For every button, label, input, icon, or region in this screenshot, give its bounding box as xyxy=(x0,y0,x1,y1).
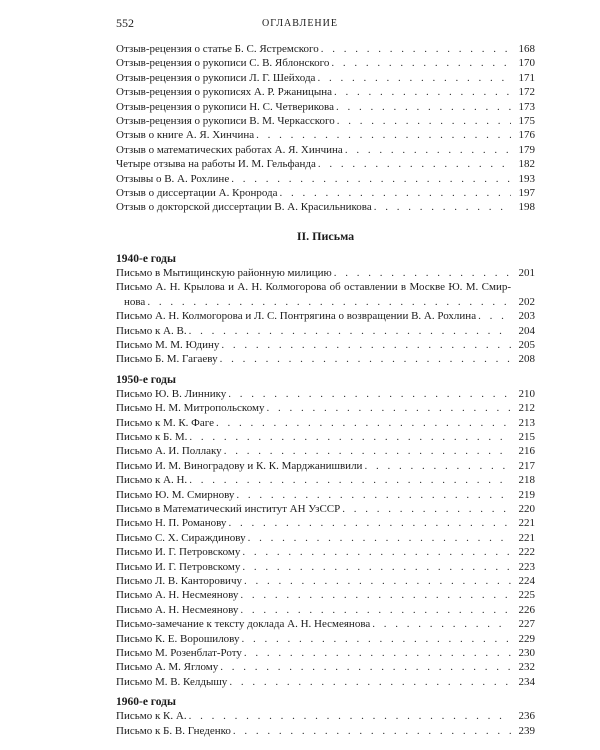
toc-entry[interactable]: Письмо И. М. Виноградову и К. К. Марджанишвили . . . 217 xyxy=(116,459,535,473)
toc-entry[interactable]: Письмо А. Н. Крылова и А. Н. Колмогорова об оставлении в Москве Ю. М. Смир- нова . . . 202 xyxy=(116,280,535,309)
toc-entry[interactable]: Письмо к Б. В. Гнеденко . . . 239 xyxy=(116,724,535,738)
running-head: ОГЛАВЛЕНИЕ xyxy=(262,18,338,29)
toc-entry[interactable]: Письмо Ю. В. Линнику . . . 210 xyxy=(116,387,535,401)
toc-entry[interactable]: Отзыв о математических работах А. Я. Хинчина . . . 179 xyxy=(116,143,535,157)
toc-entry[interactable]: Письмо к Б. М. . . . 215 xyxy=(116,430,535,444)
toc-entry[interactable]: Письмо Б. М. Гагаеву . . . 208 xyxy=(116,352,535,366)
toc-entry[interactable]: Письмо А. Н. Несмеянову . . . 225 xyxy=(116,588,535,602)
toc-entry[interactable]: Письмо М. Розенблат-Роту . . . 230 xyxy=(116,646,535,660)
toc-entry[interactable]: Письмо к А. Н. . . . 218 xyxy=(116,473,535,487)
toc-entry[interactable]: Письмо Л. В. Канторовичу . . . 224 xyxy=(116,574,535,588)
section-heading: 1940-е годы xyxy=(116,252,176,265)
toc-entry[interactable]: Письмо А. И. Поллаку . . . 216 xyxy=(116,444,535,458)
toc-entry[interactable]: Отзыв о диссертации А. Кронрода . . . 197 xyxy=(116,186,535,200)
toc-entry[interactable]: Письмо Н. П. Романову . . . 221 xyxy=(116,516,535,530)
toc-entry[interactable]: Письмо А. Н. Несмеянову . . . 226 xyxy=(116,603,535,617)
toc-entry[interactable]: Письмо А. М. Яглому . . . 232 xyxy=(116,660,535,674)
toc-entry[interactable]: Отзыв о книге А. Я. Хинчина . . . 176 xyxy=(116,128,535,142)
toc-entry[interactable]: Письмо А. Н. Колмогорова и Л. С. Понтрягина о возвращении В. А. Рохлина . . . 203 xyxy=(116,309,535,323)
table-of-contents xyxy=(116,42,535,738)
toc-entry[interactable]: Отзыв-рецензия о рукописи С. В. Яблонского . . . 170 xyxy=(116,56,535,70)
toc-entry[interactable]: Письмо И. Г. Петровскому . . . 222 xyxy=(116,545,535,559)
toc-entry[interactable]: Письмо М. М. Юдину . . . 205 xyxy=(116,338,535,352)
toc-entry[interactable]: Письмо И. Г. Петровскому . . . 223 xyxy=(116,560,535,574)
toc-entry[interactable]: Письмо Ю. М. Смирнову . . . 219 xyxy=(116,488,535,502)
toc-entry[interactable]: Отзыв-рецензия о рукописях А. Р. Ржаницына . . . 172 xyxy=(116,85,535,99)
toc-entry[interactable]: Отзыв-рецензия о статье Б. С. Ястремского . . . 168 xyxy=(116,42,535,56)
toc-entry[interactable]: Письмо М. В. Келдышу . . . 234 xyxy=(116,675,535,689)
toc-entry[interactable]: Письмо к М. К. Фаге . . . 213 xyxy=(116,416,535,430)
section-heading: 1950-е годы xyxy=(116,373,176,386)
section-heading: 1960-е годы xyxy=(116,696,176,709)
reviews-list xyxy=(116,42,535,215)
toc-entry[interactable]: Письмо С. Х. Сираждинову . . . 221 xyxy=(116,531,535,545)
toc-entry[interactable]: Четыре отзыва на работы И. М. Гельфанда . . . 182 xyxy=(116,157,535,171)
page-header xyxy=(0,16,600,32)
toc-entry[interactable]: Письмо Н. М. Митропольскому . . . 212 xyxy=(116,401,535,415)
toc-entry[interactable]: Письмо к К. А. . . . 236 xyxy=(116,709,535,723)
toc-entry[interactable]: Письмо к А. В. . . . 204 xyxy=(116,324,535,338)
page-number: 552 xyxy=(116,16,134,30)
toc-entry[interactable]: Письмо К. Е. Ворошилову . . . 229 xyxy=(116,632,535,646)
toc-entry[interactable]: Отзыв о докторской диссертации В. А. Красильникова . . . 198 xyxy=(116,200,535,214)
toc-entry[interactable]: Отзыв-рецензия о рукописи Н. С. Четверикова . . . 173 xyxy=(116,100,535,114)
toc-entry[interactable]: Письмо в Мытищинскую районную милицию . . . 201 xyxy=(116,266,535,280)
toc-entry[interactable]: Письмо в Математический институт АН УзССР . . . 220 xyxy=(116,502,535,516)
toc-entry[interactable]: Отзыв-рецензия о рукописи Л. Г. Шейхода . . . 171 xyxy=(116,71,535,85)
toc-entry[interactable]: Отзывы о В. А. Рохлине . . . 193 xyxy=(116,172,535,186)
toc-entry[interactable]: Отзыв-рецензия о рукописи В. М. Черкасского . . . 175 xyxy=(116,114,535,128)
part-title: II. Письма xyxy=(296,228,355,243)
toc-entry[interactable]: Письмо-замечание к тексту доклада А. Н. Несмеянова . . . 227 xyxy=(116,617,535,631)
